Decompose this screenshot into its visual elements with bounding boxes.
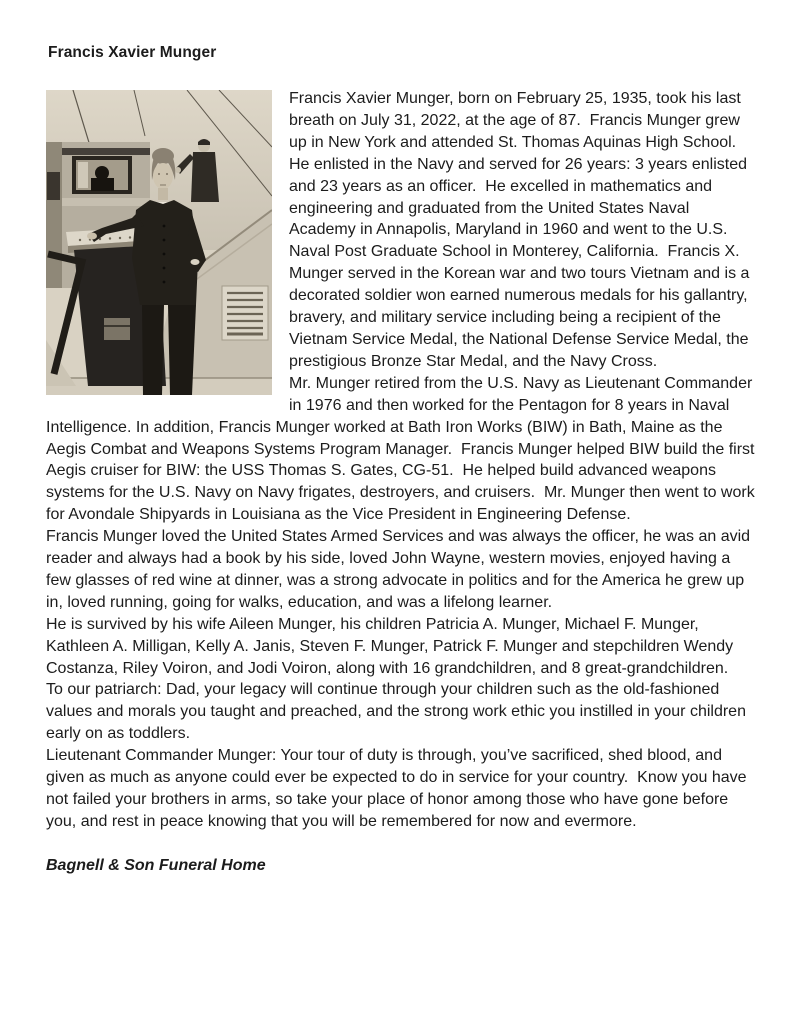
- obituary-paragraph-1: Francis Xavier Munger, born on February 25, 1935, took his last breath on July 31, 2022, at the age of 87. Francis Munger grew up in New York and attended St. Thomas Aquinas High School. He enlisted in the Navy and served for 26 years: 3 years enlisted and 23 years as an officer. He excelled in mathematics and engineering and graduated from the United States Naval Academy in Annapolis, Maryland in 1960 and went to the U.S. Naval Post Graduate School in Monterey, California. Francis X. Munger served in the Korean war and two tours Vietnam and is a decorated soldier won earned numerous medals for his gallantry, bravery, and military service including being a recipient of the Vietnam Service Medal, the National Defense Service Medal, the prestigious Bronze Star Medal, and the Navy Cross.: [289, 90, 754, 370]
- ship-deck-portrait-photo: [46, 90, 272, 395]
- obituary-paragraph-2: Mr. Munger retired from the U.S. Navy as Lieutenant Commander in 1976 and then worked for the Pentagon for 8 years in Naval Intelligence. In addition, Francis Munger worked at Bath Iron Works (BIW) in Bath, Maine as the Aegis Combat and Weapons Systems Program Manager. Francis Munger helped BIW build the first Aegis cruiser for BIW: the USS Thomas S. Gates, CG-51. He helped build advanced weapons systems for the U.S. Navy on Navy frigates, destroyers, and cruisers. Mr. Munger then went to work for Avondale Shipyards in Louisiana as the Vice President in Engineering Defense.: [46, 374, 760, 524]
- obituary-paragraph-4: He is survived by his wife Aileen Munger, his children Patricia A. Munger, Michael F. Munger, Kathleen A. Milligan, Kelly A. Janis, Steven F. Munger, Patrick F. Munger and stepchildren Wendy Costanza, Riley Voiron, and Jodi Voiron, along with 16 grandchildren, and 8 great-grandchildren.: [46, 615, 738, 677]
- obituary-paragraph-3: Francis Munger loved the United States Armed Services and was always the officer, he was an avid reader and always had a book by his side, loved John Wayne, western movies, enjoyed having a few glasses of red wine at dinner, was a strong advocate in politics and for the America he grew up in, loved running, going for walks, education, and was a lifelong learner.: [46, 528, 755, 611]
- page-title: Francis Xavier Munger: [48, 44, 217, 61]
- photo-illustration: [46, 90, 272, 395]
- obituary-paragraph-5: To our patriarch: Dad, your legacy will continue through your children such as the old-fashioned values and morals you taught and preached, and the strong work ethic you instilled in your children early on as toddlers.: [46, 681, 751, 743]
- vent-grille: [222, 286, 268, 340]
- obituary-paragraph-6: Lieutenant Commander Munger: Your tour of duty is through, you’ve sacrificed, shed blood, and given as much as anyone could ever be expected to do in service for your country. Know you have not failed your brothers in arms, so take your place of honor among those who have gone before you, and rest in peace knowing that you will be remembered for now and evermore.: [46, 747, 751, 830]
- funeral-home-signature: Bagnell & Son Funeral Home: [46, 856, 266, 874]
- obituary-body: [46, 88, 758, 833]
- window-with-silhouette: [74, 158, 130, 192]
